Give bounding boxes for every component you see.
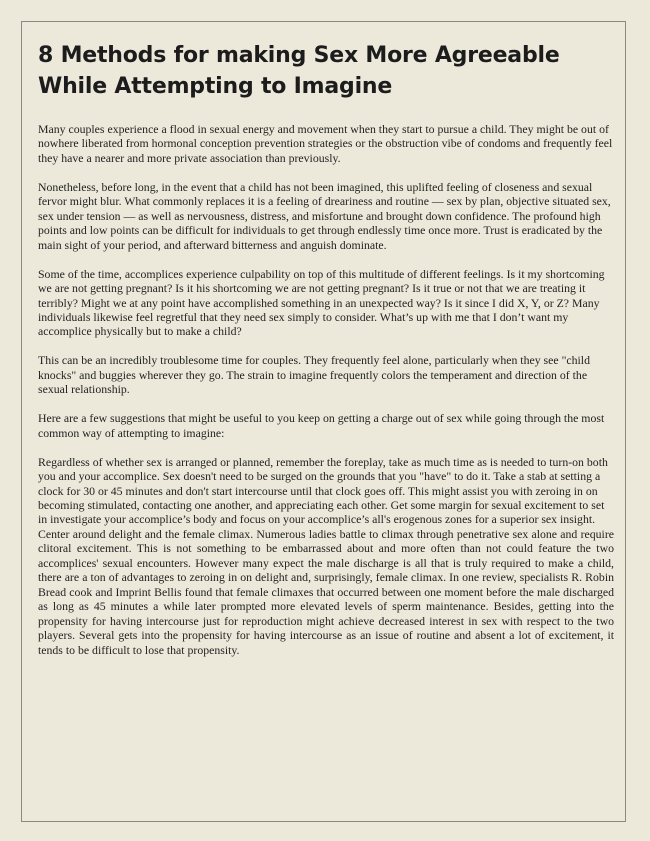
paragraph-suggestions-intro: Here are a few suggestions that might be useful to you keep on getting a charge out of sex while going through the most common way of attempting to imagine: [38, 411, 605, 440]
paragraph-guilt: Some of the time, accomplices experience culpability on top of this multitude of different feelings. Is it my shortcoming we are not getting pregnant? Is it his shortcoming we are not getting pregnant? Is it true or not that we are treating it terribly? Might we at any point have accomplished something in an unexpected way? Is it since I did X, Y, or Z? Many individuals likewise feel regretful that they need sex simply to consider. What’s up with me that I don’t want my accomplice physically but to make a child? [38, 266, 605, 339]
paragraph-female-climax: Center around delight and the female climax. Numerous ladies battle to climax through penetrative sex alone and require clitoral excitement. This is not something to be embarrassed about and more often than not could feature the two accomplices' sexual encounters. However many expect the male discharge is all that is truly required to make a child, there are a ton of advantages to zeroing in on delight and, surprisingly, female climax. In one review, specialists R. Robin Bread cook and Imprint Bellis found that female climaxes that occurred between one moment before the male discharged as long as 45 minutes a while later prompted more elevated levels of sperm maintenance. Besides, getting into the propensity for having intercourse just for reproduction might achieve decreased interest in sex with respect to the two players. Several gets into the propensity for having intercourse as an issue of routine and absent a lot of excitement, it tends to be difficult to lose that propensity. [38, 526, 614, 657]
paragraph-intro: Many couples experience a flood in sexual energy and movement when they start to pursue a child. They might be out of nowhere liberated from hormonal conception prevention strategies or the obstruction vibe of condoms and frequently feel they have a nearer and more private association than previously. [38, 122, 613, 165]
article-body [38, 122, 614, 657]
article-title: 8 Methods for making Sex More Agreeable While Attempting to Imagine [38, 43, 560, 99]
paragraph-foreplay: Regardless of whether sex is arranged or planned, remember the foreplay, take as much time as is needed to turn-on both you and your accomplice. Sex doesn't need to be surged on the grounds that you "have" to do it. Take a stab at setting a clock for 30 or 45 minutes and don't start intercourse until that clock goes off. This might assist you with zeroing in on becoming stimulated, contacting one another, and appreciating each other. Get some margin for sexual excitement to set in investigate your accomplice’s body and focus on your accomplice’s all's erogenous zones for a superior sex insight. [38, 454, 608, 527]
paragraph-troublesome-time: This can be an incredibly troublesome time for couples. They frequently feel alone, particularly when they see "child knocks" and buggies wherever they go. The strain to imagine frequently colors the temperament and direction of the sexual relationship. [38, 353, 590, 397]
paragraph-closeness-fades: Nonetheless, before long, in the event that a child has not been imagined, this uplifted feeling of closeness and sexual fervor might blur. What commonly replaces it is a feeling of dreariness and routine — sex by plan, objective situated sex, sex under tension — as well as nervousness, distress, and misfortune and brought down confidence. The profound high points and low points can be difficult for individuals to get through endlessly time once more. Trust is eradicated by the main sight of your period, and afterward bitterness and anguish dominate. [38, 179, 611, 252]
